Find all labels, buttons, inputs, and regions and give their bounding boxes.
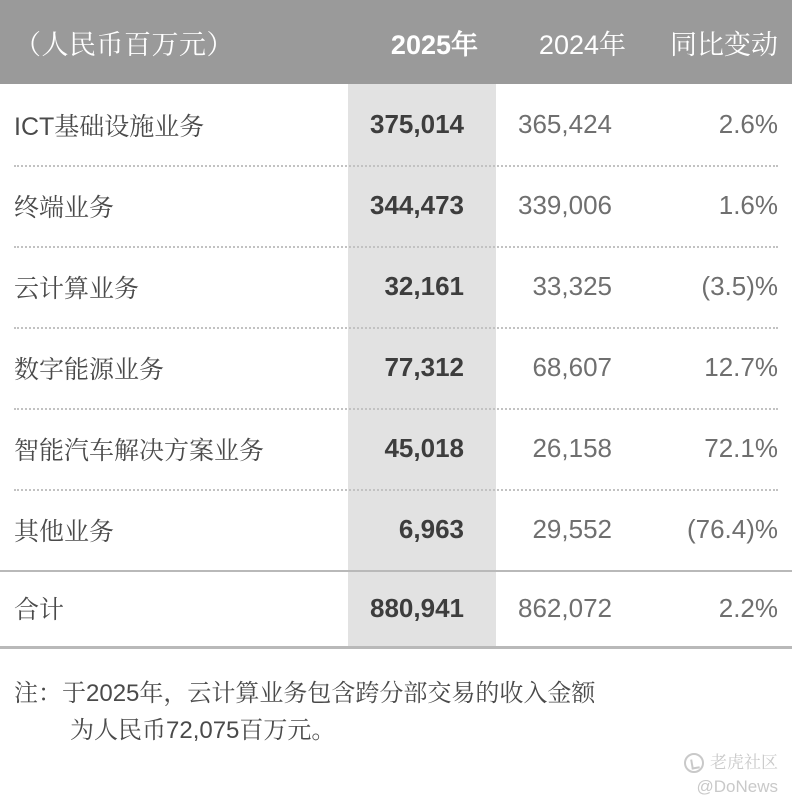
row-value-change: (76.4)% (686, 514, 778, 544)
table-bottom-rule (0, 646, 792, 649)
total-label: 合计 (14, 596, 65, 624)
table-row (0, 246, 792, 327)
watermark (684, 751, 778, 800)
table-row (0, 165, 792, 246)
table-row (0, 84, 792, 165)
table-body (0, 84, 792, 646)
watermark-handle: @DoNews (696, 777, 778, 797)
table-total-row (0, 570, 792, 646)
watermark-brand-label: 老虎社区 (710, 752, 778, 772)
row-value-change: 12.7% (704, 352, 778, 382)
header-year-prior: 2024年 (538, 29, 626, 60)
row-value-2024: 26,158 (532, 433, 612, 463)
row-value-change: 72.1% (704, 433, 778, 463)
header-change: 同比变动 (670, 29, 778, 60)
total-value-2025: 880,941 (370, 592, 464, 623)
row-label: 终端业务 (14, 193, 115, 222)
row-value-2024: 365,424 (518, 109, 612, 139)
note-line-1: 注：于2025年，云计算业务包含跨分部交易的收入金额 (14, 680, 596, 707)
row-value-2025: 344,473 (370, 190, 464, 220)
row-value-2025: 77,312 (384, 352, 464, 382)
row-value-2024: 33,325 (532, 271, 612, 301)
total-value-2024: 862,072 (518, 592, 612, 623)
row-label: ICT基础设施业务 (14, 112, 205, 141)
tiger-community-logo-icon (684, 753, 704, 773)
row-value-2025: 32,161 (384, 271, 464, 301)
row-value-2025: 6,963 (398, 514, 464, 544)
row-value-change: (3.5)% (701, 271, 778, 301)
table-note (0, 649, 792, 749)
table-row (0, 408, 792, 489)
table-rows (0, 84, 792, 646)
row-label: 云计算业务 (14, 274, 140, 303)
header-year-current: 2025年 (390, 29, 478, 60)
row-label: 智能汽车解决方案业务 (14, 436, 265, 465)
row-label: 其他业务 (14, 517, 115, 546)
header-unit-label: （人民币百万元） (14, 29, 234, 60)
table-row (0, 327, 792, 408)
table-header-row (0, 0, 792, 84)
row-value-2024: 339,006 (518, 190, 612, 220)
row-value-2024: 68,607 (532, 352, 612, 382)
total-value-change: 2.2% (718, 592, 778, 623)
row-value-change: 1.6% (718, 190, 778, 220)
row-value-2024: 29,552 (532, 514, 612, 544)
watermark-brand-row (684, 751, 778, 776)
row-value-change: 2.6% (718, 109, 778, 139)
row-value-2025: 45,018 (384, 433, 464, 463)
note-line-2: 为人民币72,075百万元。 (70, 717, 336, 745)
table-row (0, 489, 792, 570)
row-label: 数字能源业务 (14, 355, 165, 384)
row-value-2025: 375,014 (370, 109, 464, 139)
